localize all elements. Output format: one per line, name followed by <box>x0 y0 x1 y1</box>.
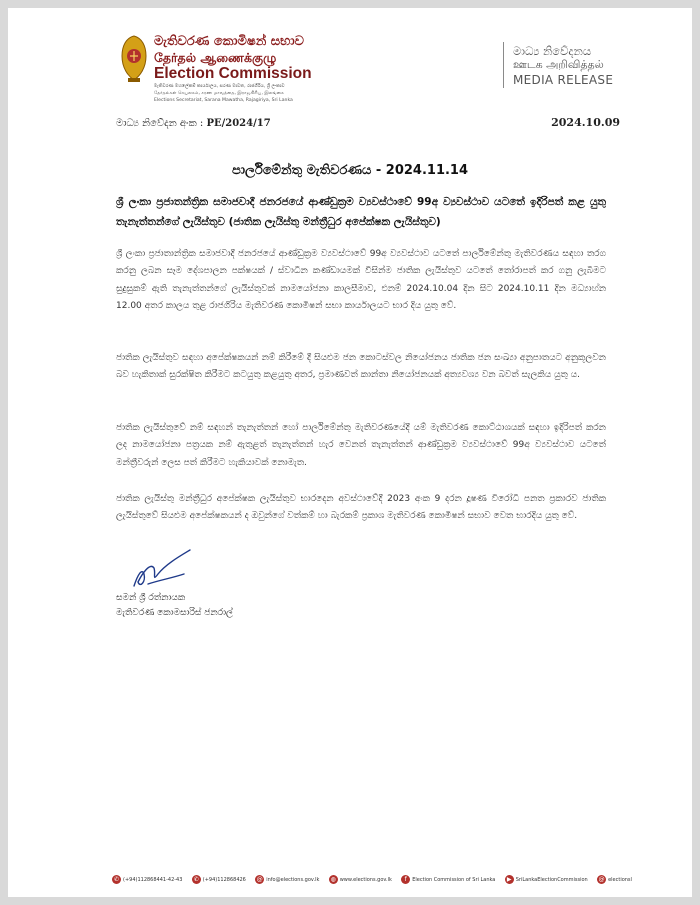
body-paragraph: ශ්‍රී ලංකා ප්‍රජාතාන්ත්‍රික සමාජවාදී ජනරජයේ ආණ්ඩුක්‍රම ව්‍යවස්ථාවේ 99අ ව්‍යවස්ථාව යටතේ පාර්ලිමේන්තු මැතිවරණය සඳහා තරග කරනු ලබන සෑම දේශපාලන පක්ෂයක් / ස්වාධීන කණ්ඩායමක් විසින්ම ජාතික ලැයිස්තුව යටතේ තෝරාපත් කර ගනු ලැබීමට සුදුසුකම් ඇති තැනැත්තන්ගේ ලැයිස්තුවක් නාමයෝජනා කාලසීමාව, එනම් 2024.10.04 දින සිට 2024.10.11 දින මධ්‍යාහ්න 12.00 අතර කාලය තුළ රාජගිරිය මැතිවරණ කොමිෂන් සභා කාර්යාලයට භාර දිය යුතු වේ. <box>116 249 606 312</box>
body-paragraph: ජාතික ලැයිස්තුව සඳහා අපේක්ෂකයන් නම් කිරීමේ දී සියළුම ජන කොටස්වල නියෝජනය ජාතික ජන සංඛ්‍යා අනුපාතයට අනුකූලවන බව හැකිතාක් සුරක්ෂිත කිරීමට කටයුතු කළයුතු අතර, ප්‍රමාණවත් කාන්තා නියෝජනයක් අත්‍යවශ්‍ය වන බවත් සැලකිය යුතු ය. <box>116 353 606 381</box>
contact-footer <box>112 875 632 884</box>
footer-phone2 <box>192 875 246 884</box>
header-divider <box>503 42 504 88</box>
email-icon: @ <box>256 875 263 883</box>
footer-phone1 <box>112 875 182 884</box>
media-release-sinhala: මාධ්‍ය නිවේදනය <box>513 44 592 58</box>
media-release-block <box>513 44 613 88</box>
organization-block <box>154 34 344 103</box>
facebook-icon: f <box>401 875 410 884</box>
address-line: தேர்தல்கள் செயலகம், சரண மாவத்தை, இராஜகிரிய, இலங்கை <box>154 90 284 96</box>
reference-line <box>116 118 271 129</box>
org-name-sinhala: මැතිවරණ කොමිෂන් සභාව <box>154 34 304 49</box>
document-page <box>8 8 692 897</box>
reference-number: PE/2024/17 <box>206 118 271 129</box>
address-line: මැතිවරණ මහලේකම් කාර්යාලය, සරණ මාවත, රාජගිරිය, ශ්‍රී ලංකාව <box>154 84 285 89</box>
body-paragraph: ජාතික ලැයිස්තු මන්ත්‍රීධුර අපේක්ෂක ලැයිස්තුව භාරදෙන අවස්ථාවේදී 2023 අංක 9 දරන දූෂණ විරෝධී පනත ප්‍රකාරව ජාතික ලැයිස්තුවේ සියළුම අපේක්ෂකයන් ද ඔවුන්ගේ වත්කම් හා බැරකම් ප්‍රකාශ මැතිවරණ කොමිෂන් සභාව වෙත භාරදිය යුතු වේ. <box>116 494 606 522</box>
footer-facebook-text[interactable]: Election Commission of Sri Lanka <box>412 876 496 883</box>
footer-phone2-text: (+94)112868426 <box>202 876 246 883</box>
media-release-tamil: ஊடக அறிவித்தல் <box>513 58 604 71</box>
release-date: 2024.10.09 <box>551 116 620 129</box>
org-name-tamil: தேர்தல் ஆணைக்குழு <box>154 50 277 65</box>
signer-name: සමන් ශ්‍රී රත්නායක <box>116 593 186 603</box>
footer-handle-text[interactable]: electionsl <box>608 876 632 883</box>
document-subtitle: ශ්‍රී ලංකා ප්‍රජාතන්ත්‍රික සමාජවාදී ජනරජයේ ආණ්ඩුක්‍රම ව්‍යවස්ථාවේ 99අ ව්‍යවස්ථාව යටතේ ඉදිරිපත් කළ යුතු තැනැත්තන්ගේ ලැයිස්තුව (ජාතික ලැයිස්තු මන්ත්‍රීධුර අපේක්ෂක ලැයිස්තුව) <box>116 196 606 228</box>
reference-label: මාධ්‍ය නිවේදන අංක : <box>116 118 204 129</box>
at-icon: @ <box>598 875 605 883</box>
signer-title: මැතිවරණ කොමසාරිස් ජනරාල් <box>116 608 233 618</box>
phone-icon: ✆ <box>113 875 120 883</box>
footer-handle[interactable] <box>597 875 632 884</box>
globe-icon: ◍ <box>330 875 336 883</box>
footer-email-text[interactable]: info@elections.gov.lk <box>266 876 320 883</box>
body-paragraph: ජාතික ලැයිස්තුවේ නම් සඳහන් තැනැත්තන් හෝ පාර්ලිමේන්තු මැතිවරණයේදී යම් මැතිවරණ කොට්ඨාශයක් සඳහා ඉදිරිපත් කරන ලද නාමයෝජනා පත්‍රයක නම් ඇතුළත් තැනැත්තන් හැර වෙනත් තැනැත්තන් ආණ්ඩුක්‍රම ව්‍යවස්ථාවේ 99අ ව්‍යවස්ථාව යටතේ මන්ත්‍රීවරුන් ලෙස පත් කිරීමට හැකියාවක් නොමැත. <box>116 423 606 468</box>
org-name-english: Election Commission <box>154 65 312 82</box>
footer-website-text[interactable]: www.elections.gov.lk <box>339 876 392 883</box>
footer-social-text[interactable]: SriLankaElectionCommission <box>515 876 588 883</box>
fax-icon: ✆ <box>193 875 199 883</box>
social-icon: ▶ <box>505 875 514 884</box>
footer-facebook[interactable] <box>401 875 495 884</box>
address-line: Elections Secretariat, Sarana Mawatha, Rajagiriya, Sri Lanka <box>154 97 293 103</box>
signer-block <box>116 591 233 621</box>
footer-website[interactable] <box>329 875 392 884</box>
media-release-english: MEDIA RELEASE <box>513 73 614 87</box>
footer-email[interactable] <box>255 875 319 884</box>
handwritten-signature <box>124 544 204 592</box>
document-title: පාර්ලිමේන්තු මැතිවරණය - 2024.11.14 <box>231 163 469 178</box>
emblem-logo <box>120 34 148 84</box>
footer-social[interactable] <box>505 875 588 884</box>
footer-phone1-text: (+94)112868441-42-43 <box>123 876 183 883</box>
